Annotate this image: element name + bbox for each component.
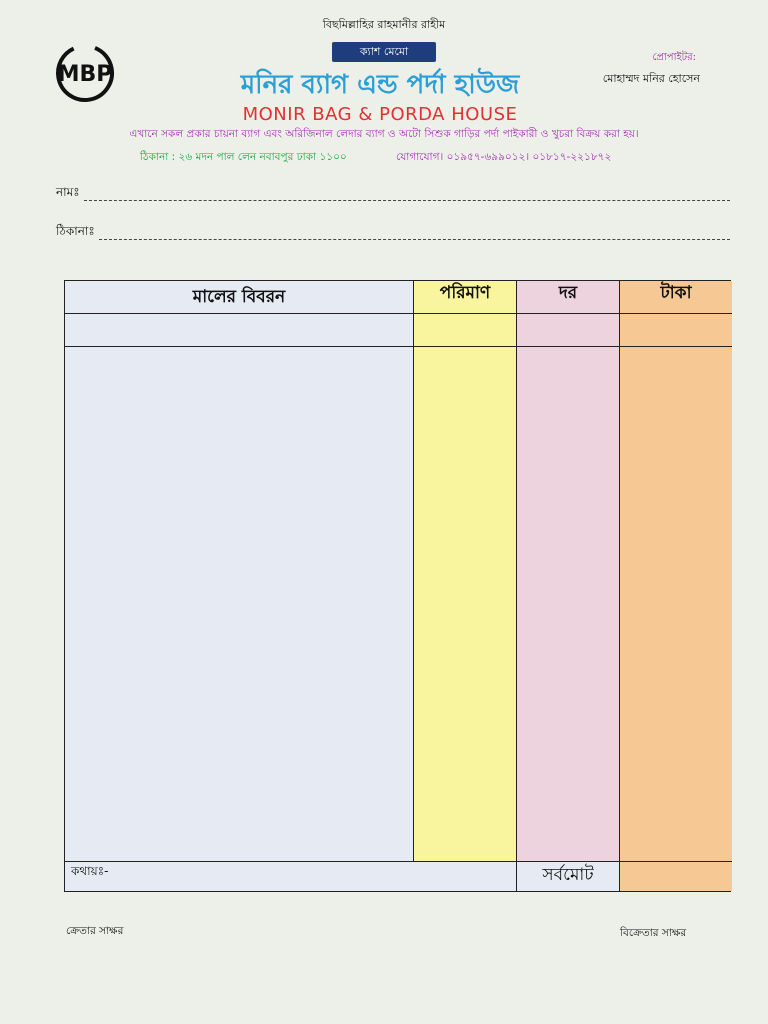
customer-address-label: ঠিকানাঃ xyxy=(56,224,95,238)
grand-total-amount[interactable] xyxy=(620,862,732,891)
item-row-1-rate[interactable] xyxy=(517,314,620,347)
cash-memo-badge: ক্যাশ মেমো xyxy=(332,42,436,62)
grand-total-label: সর্বমোট xyxy=(517,862,620,891)
shop-name-bengali: মনির ব্যাগ এন্ড পর্দা হাউজ xyxy=(240,70,520,100)
customer-address-line xyxy=(99,239,730,240)
item-row-1-amount[interactable] xyxy=(620,314,732,347)
buyer-signature-label: ক্রেতার সাক্ষর xyxy=(66,925,124,937)
customer-name-field[interactable] xyxy=(56,184,730,204)
items-body-amount[interactable] xyxy=(620,347,732,862)
customer-address-field[interactable] xyxy=(56,223,730,243)
shop-tagline: এখানে সকল প্রকার চায়না ব্যাগ এবং অরিজিনাল লেদার ব্যাগ ও অটো সিশুক গাড়ির পর্দা পাইকারী ও খুচরা বিক্রয় করা হয়। xyxy=(129,128,639,140)
shop-contact: যোগাযোগ। ০১৯৫৭-৬৯৯০১২। ০১৮১৭-২২১৮৭২ xyxy=(396,151,612,163)
proprietor-label: প্রোপাইটর: xyxy=(652,52,696,63)
column-header-amount: টাকা xyxy=(620,281,732,314)
items-body-rate[interactable] xyxy=(517,347,620,862)
items-body-description[interactable] xyxy=(65,347,414,862)
item-row-1-quantity[interactable] xyxy=(414,314,517,347)
memo-table xyxy=(64,280,731,892)
column-header-description: মালের বিবরন xyxy=(65,281,414,314)
mbp-logo xyxy=(50,42,120,104)
column-header-quantity: পরিমাণ xyxy=(414,281,517,314)
column-header-rate: দর xyxy=(517,281,620,314)
item-row-1-description[interactable] xyxy=(65,314,414,347)
items-body-quantity[interactable] xyxy=(414,347,517,862)
in-words-label: কথায়ঃ- xyxy=(71,864,109,878)
shop-address: ঠিকানা : ২৬ মদন পাল লেন নবাবপুর ঢাকা ১১০০ xyxy=(140,151,347,163)
customer-name-line xyxy=(84,200,730,201)
in-words-cell[interactable] xyxy=(65,862,517,891)
bismillah-text: বিছমিল্লাহির রাহমানীর রাহীম xyxy=(322,18,446,31)
seller-signature-label: বিক্রেতার সাক্ষর xyxy=(620,927,687,939)
customer-name-label: নামঃ xyxy=(56,185,80,199)
shop-name-english: MONIR BAG & PORDA HOUSE xyxy=(242,104,518,125)
proprietor-name: মোহাম্মদ মনির হোসেন xyxy=(602,72,700,85)
logo-text: MBP xyxy=(57,62,113,87)
